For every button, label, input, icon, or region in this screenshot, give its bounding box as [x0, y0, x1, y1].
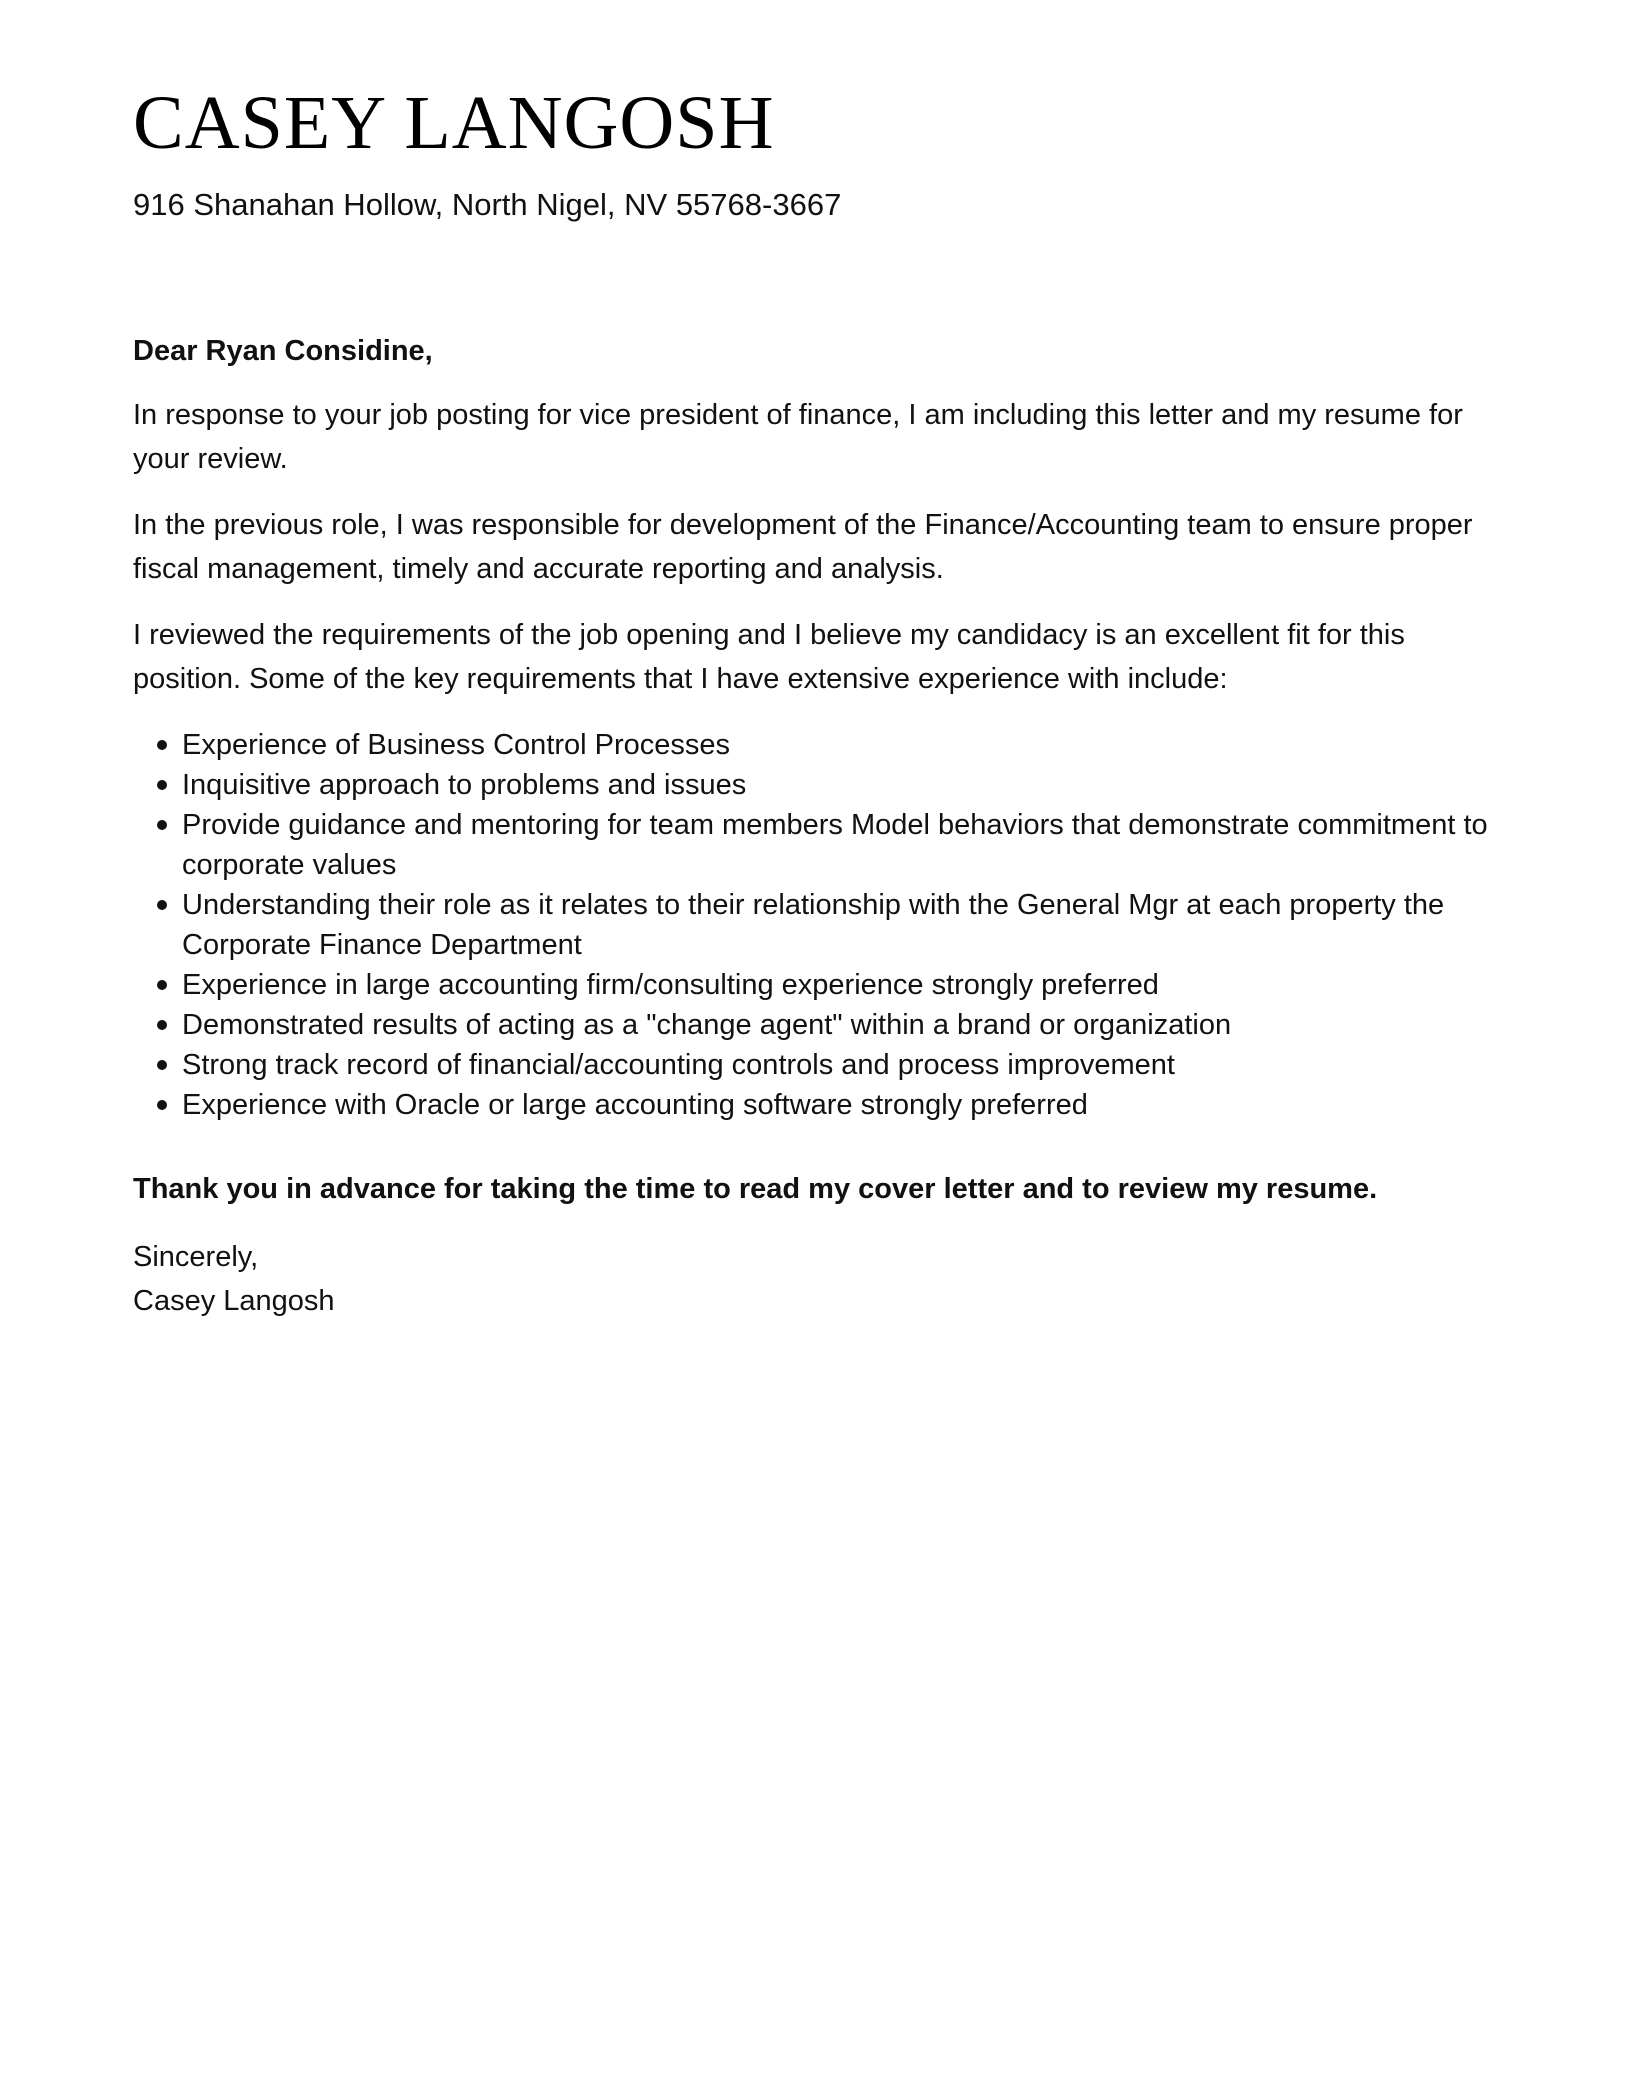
bullet-icon — [157, 1020, 167, 1030]
signoff: Sincerely, — [133, 1241, 259, 1274]
bullet-icon — [157, 980, 167, 990]
applicant-name: CASEY LANGOSH — [133, 81, 775, 165]
paragraph-requirements: I reviewed the requirements of the job opening and I believe my candidacy is an excellent fit for this position. Some of the key requirements that I have extensive experience with include: — [133, 619, 1405, 696]
list-item — [133, 725, 1513, 765]
list-item-text: Understanding their role as it relates to their relationship with the General Mgr at each property the Corporate Finance Department — [182, 889, 1445, 962]
bullet-icon — [157, 900, 167, 910]
list-item-text: Experience of Business Control Processes — [182, 729, 731, 762]
paragraph-intro: In response to your job posting for vice president of finance, I am including this letter and my resume for your review. — [133, 399, 1463, 476]
cover-letter-page — [133, 80, 1513, 1323]
list-item — [133, 805, 1513, 885]
list-item — [133, 1005, 1513, 1045]
list-item — [133, 1045, 1513, 1085]
list-item-text: Experience with Oracle or large accounting software strongly preferred — [182, 1089, 1088, 1122]
paragraph-previous-role: In the previous role, I was responsible for development of the Finance/Accounting team to ensure proper fiscal management, timely and accurate reporting and analysis. — [133, 509, 1473, 586]
list-item-text: Provide guidance and mentoring for team members Model behaviors that demonstrate commitment to corporate values — [182, 809, 1488, 882]
list-item-text: Experience in large accounting firm/consulting experience strongly preferred — [182, 969, 1159, 1002]
requirements-list — [133, 725, 1513, 1125]
list-item-text: Demonstrated results of acting as a "change agent" within a brand or organization — [182, 1009, 1232, 1042]
signoff-block — [133, 1235, 1513, 1323]
bullet-icon — [157, 820, 167, 830]
applicant-address: 916 Shanahan Hollow, North Nigel, NV 55768-3667 — [133, 187, 842, 223]
bullet-icon — [157, 1100, 167, 1110]
bullet-icon — [157, 740, 167, 750]
list-item-text: Strong track record of financial/accounting controls and process improvement — [182, 1049, 1175, 1082]
bullet-icon — [157, 1060, 167, 1070]
list-item — [133, 1085, 1513, 1125]
list-item — [133, 765, 1513, 805]
list-item-text: Inquisitive approach to problems and issues — [182, 769, 747, 802]
list-item — [133, 965, 1513, 1005]
signature-name: Casey Langosh — [133, 1285, 335, 1318]
salutation: Dear Ryan Considine, — [133, 334, 433, 367]
closing-statement: Thank you in advance for taking the time to read my cover letter and to review my resume. — [133, 1173, 1378, 1206]
list-item — [133, 885, 1513, 965]
bullet-icon — [157, 780, 167, 790]
